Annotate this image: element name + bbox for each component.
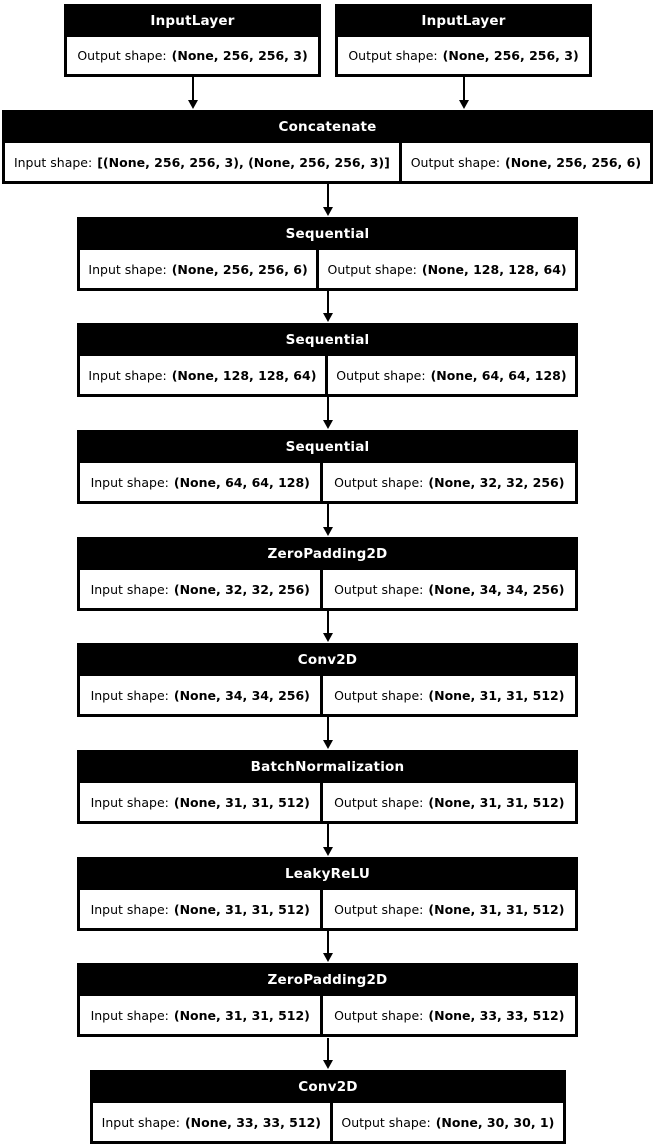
arrow-sequential3-to-zeropadding1 bbox=[322, 504, 333, 536]
input-shape-cell bbox=[80, 570, 320, 608]
output-shape-cell bbox=[323, 783, 575, 821]
output-shape-cell bbox=[338, 37, 589, 74]
input-shape-label: Input shape: bbox=[90, 687, 169, 703]
shape-row bbox=[77, 996, 578, 1037]
shape-row bbox=[77, 570, 578, 611]
layer-title: Sequential bbox=[285, 438, 370, 455]
arrow-zeropadding1-to-conv1 bbox=[322, 611, 333, 642]
output-shape-label: Output shape: bbox=[334, 474, 424, 490]
output-shape-cell bbox=[319, 250, 575, 288]
arrowhead-icon bbox=[323, 633, 333, 642]
input-shape-cell bbox=[80, 676, 320, 714]
layer-title: Concatenate bbox=[278, 118, 377, 135]
input-shape-cell bbox=[80, 890, 320, 928]
output-shape-value: (None, 32, 32, 256) bbox=[428, 474, 565, 490]
arrow-input2-to-concatenate bbox=[458, 77, 469, 109]
input-shape-value: (None, 128, 128, 64) bbox=[171, 367, 317, 383]
output-shape-label: Output shape: bbox=[334, 1007, 424, 1023]
layer-node-inputlayer-2 bbox=[335, 4, 592, 77]
input-shape-cell bbox=[80, 250, 316, 288]
arrow-shaft bbox=[327, 931, 329, 955]
output-shape-label: Output shape: bbox=[336, 367, 426, 383]
arrowhead-icon bbox=[323, 953, 333, 962]
output-shape-value: (None, 31, 31, 512) bbox=[428, 901, 565, 917]
layer-title: Sequential bbox=[285, 331, 370, 348]
arrowhead-icon bbox=[323, 527, 333, 536]
output-shape-value: (None, 256, 256, 3) bbox=[442, 48, 579, 63]
input-shape-value: (None, 34, 34, 256) bbox=[173, 687, 310, 703]
arrowhead-icon bbox=[323, 313, 333, 322]
output-shape-cell bbox=[323, 676, 575, 714]
output-shape-label: Output shape: bbox=[334, 901, 424, 917]
arrow-shaft bbox=[463, 77, 465, 102]
layer-node-batchnormalization bbox=[77, 750, 578, 824]
output-shape-value: (None, 128, 128, 64) bbox=[421, 261, 567, 277]
layer-node-sequential-1 bbox=[77, 217, 578, 291]
input-shape-value: (None, 31, 31, 512) bbox=[173, 794, 310, 810]
output-shape-cell bbox=[323, 463, 575, 501]
arrow-shaft bbox=[192, 77, 194, 102]
output-shape-label: Output shape: bbox=[327, 261, 417, 277]
arrowhead-icon bbox=[459, 100, 469, 109]
output-shape-value: (None, 34, 34, 256) bbox=[428, 581, 565, 597]
output-shape-cell bbox=[67, 37, 318, 74]
input-shape-label: Input shape: bbox=[88, 367, 167, 383]
arrow-shaft bbox=[327, 1038, 329, 1062]
input-shape-label: Input shape: bbox=[13, 154, 93, 170]
input-shape-label: Input shape: bbox=[90, 581, 169, 597]
layer-title: Sequential bbox=[285, 225, 370, 242]
input-shape-cell bbox=[80, 356, 325, 394]
output-shape-label: Output shape: bbox=[334, 687, 424, 703]
input-shape-value: (None, 64, 64, 128) bbox=[173, 474, 310, 490]
shape-row bbox=[77, 783, 578, 824]
shape-row bbox=[64, 37, 321, 77]
output-shape-value: (None, 31, 31, 512) bbox=[428, 794, 565, 810]
output-shape-cell bbox=[323, 570, 575, 608]
input-shape-label: Input shape: bbox=[90, 901, 169, 917]
arrowhead-icon bbox=[323, 740, 333, 749]
layer-node-concatenate bbox=[2, 110, 653, 184]
input-shape-label: Input shape: bbox=[90, 794, 169, 810]
arrow-conv1-to-batchnorm bbox=[322, 717, 333, 749]
arrowhead-icon bbox=[323, 420, 333, 429]
output-shape-label: Output shape: bbox=[410, 154, 501, 170]
arrow-shaft bbox=[327, 184, 329, 209]
input-shape-cell bbox=[5, 143, 399, 181]
arrowhead-icon bbox=[323, 207, 333, 216]
input-shape-value: (None, 256, 256, 6) bbox=[171, 261, 308, 277]
output-shape-value: (None, 256, 256, 6) bbox=[505, 154, 642, 170]
input-shape-value: (None, 33, 33, 512) bbox=[184, 1114, 321, 1130]
output-shape-label: Output shape: bbox=[334, 794, 424, 810]
layer-node-inputlayer-1 bbox=[64, 4, 321, 77]
output-shape-value: (None, 256, 256, 3) bbox=[171, 48, 308, 63]
layer-title: InputLayer bbox=[421, 12, 506, 29]
layer-title: Conv2D bbox=[298, 1078, 358, 1095]
arrowhead-icon bbox=[323, 847, 333, 856]
arrow-sequential2-to-sequential3 bbox=[322, 397, 333, 429]
output-shape-cell bbox=[328, 356, 575, 394]
input-shape-value: (None, 31, 31, 512) bbox=[173, 901, 310, 917]
layer-node-zeropadding2d-2 bbox=[77, 963, 578, 1037]
arrow-sequential1-to-sequential2 bbox=[322, 291, 333, 322]
output-shape-cell bbox=[402, 143, 650, 181]
output-shape-cell bbox=[323, 890, 575, 928]
layer-title: LeakyReLU bbox=[284, 865, 371, 882]
arrow-batchnorm-to-leakyrelu bbox=[322, 824, 333, 856]
shape-row bbox=[2, 143, 653, 184]
output-shape-label: Output shape: bbox=[334, 581, 424, 597]
layer-node-zeropadding2d-1 bbox=[77, 537, 578, 611]
arrow-shaft bbox=[327, 824, 329, 849]
input-shape-label: Input shape: bbox=[88, 261, 167, 277]
input-shape-value: [(None, 256, 256, 3), (None, 256, 256, 3)] bbox=[97, 154, 390, 170]
input-shape-cell bbox=[80, 463, 320, 501]
input-shape-label: Input shape: bbox=[90, 1007, 169, 1023]
arrow-zeropadding2-to-conv2 bbox=[322, 1038, 333, 1069]
shape-row bbox=[77, 356, 578, 397]
output-shape-value: (None, 33, 33, 512) bbox=[428, 1007, 565, 1023]
layer-node-leakyrelu bbox=[77, 857, 578, 931]
input-shape-cell bbox=[80, 996, 320, 1034]
shape-row bbox=[77, 676, 578, 717]
layer-title: BatchNormalization bbox=[250, 758, 405, 775]
arrowhead-icon bbox=[188, 100, 198, 109]
arrow-shaft bbox=[327, 397, 329, 422]
layer-title: Conv2D bbox=[297, 651, 358, 668]
output-shape-value: (None, 64, 64, 128) bbox=[430, 367, 567, 383]
layer-node-conv2d-2 bbox=[90, 1070, 566, 1144]
input-shape-value: (None, 32, 32, 256) bbox=[173, 581, 310, 597]
output-shape-label: Output shape: bbox=[348, 48, 438, 63]
arrow-leakyrelu-to-zeropadding2 bbox=[322, 931, 333, 962]
layer-title: InputLayer bbox=[150, 12, 235, 29]
arrow-shaft bbox=[327, 717, 329, 742]
layer-node-sequential-2 bbox=[77, 323, 578, 397]
shape-row bbox=[335, 37, 592, 77]
arrow-shaft bbox=[327, 611, 329, 635]
output-shape-cell bbox=[333, 1103, 563, 1141]
arrow-concatenate-to-sequential1 bbox=[322, 184, 333, 216]
input-shape-label: Input shape: bbox=[90, 474, 169, 490]
arrow-shaft bbox=[327, 291, 329, 315]
input-shape-cell bbox=[93, 1103, 330, 1141]
layer-node-conv2d-1 bbox=[77, 643, 578, 717]
layer-title: ZeroPadding2D bbox=[267, 971, 388, 988]
output-shape-label: Output shape: bbox=[77, 48, 167, 63]
shape-row bbox=[90, 1103, 566, 1144]
shape-row bbox=[77, 890, 578, 931]
arrow-shaft bbox=[327, 504, 329, 529]
arrow-input1-to-concatenate bbox=[187, 77, 198, 109]
output-shape-cell bbox=[323, 996, 575, 1034]
layer-node-sequential-3 bbox=[77, 430, 578, 504]
output-shape-label: Output shape: bbox=[341, 1114, 431, 1130]
input-shape-label: Input shape: bbox=[101, 1114, 180, 1130]
layer-title: ZeroPadding2D bbox=[267, 545, 388, 562]
shape-row bbox=[77, 250, 578, 291]
arrowhead-icon bbox=[323, 1060, 333, 1069]
input-shape-cell bbox=[80, 783, 320, 821]
shape-row bbox=[77, 463, 578, 504]
input-shape-value: (None, 31, 31, 512) bbox=[173, 1007, 310, 1023]
output-shape-value: (None, 31, 31, 512) bbox=[428, 687, 565, 703]
output-shape-value: (None, 30, 30, 1) bbox=[435, 1114, 555, 1130]
